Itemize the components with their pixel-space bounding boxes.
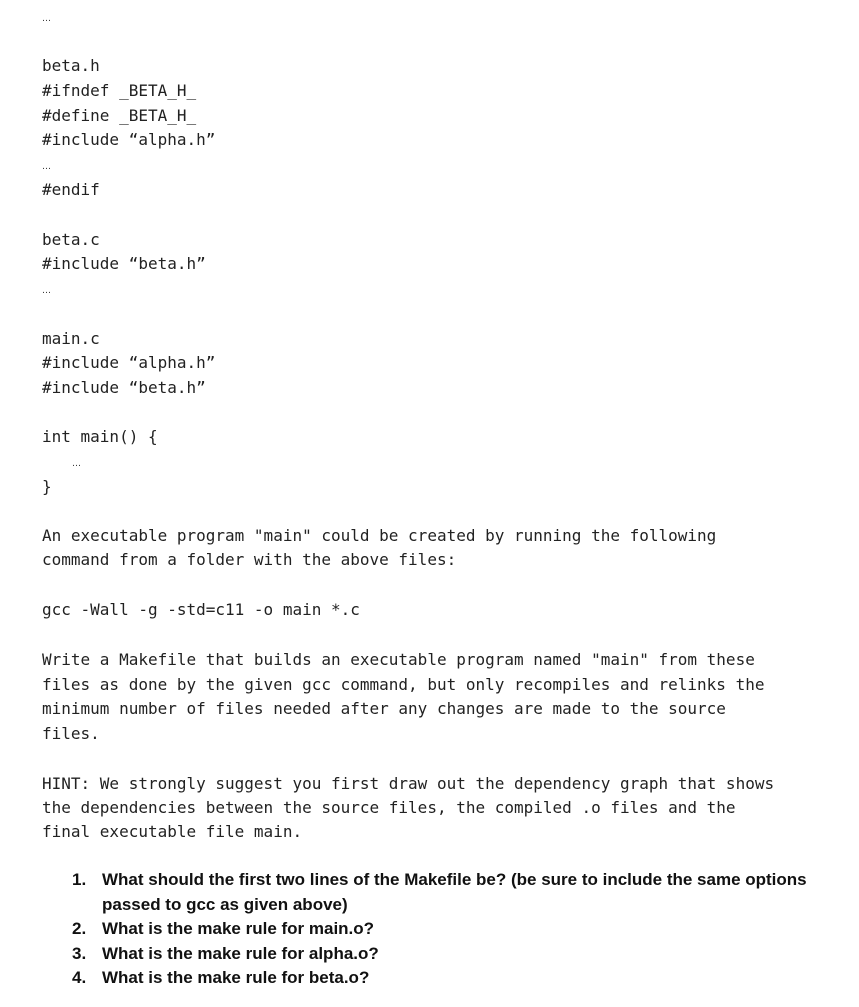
question-list — [72, 868, 832, 991]
main-c-function-open: int main() { — [42, 427, 158, 446]
main-c-include-beta: #include “beta.h” — [42, 378, 206, 397]
question-number: 3. — [72, 943, 87, 963]
main-c-include-alpha: #include “alpha.h” — [42, 353, 216, 372]
beta-h-define: #define _BETA_H_ — [42, 106, 197, 125]
hint-line-2: the dependencies between the source files, the compiled .o files and the — [42, 798, 736, 817]
question-number: 4. — [72, 968, 87, 987]
question-item — [72, 868, 832, 917]
question-number: 1. — [72, 870, 87, 889]
beta-h-ifndef: #ifndef _BETA_H_ — [42, 81, 197, 100]
question-text: What should the first two lines of the Makefile be? (be sure to include the same options passed to gcc as given above) — [102, 870, 807, 914]
beta-c-include: #include “beta.h” — [42, 254, 206, 273]
beta-c-filename: beta.c — [42, 230, 100, 249]
task-line-1: Write a Makefile that builds an executable program named "main" from these — [42, 650, 755, 669]
hint-line-3: final executable file main. — [42, 822, 303, 841]
beta-h-endif: #endif — [42, 180, 100, 199]
main-c-filename: main.c — [42, 329, 100, 348]
beta-c-ellipsis: … — [42, 286, 50, 296]
question-text: What is the make rule for alpha.o? — [102, 943, 379, 963]
task-line-2: files as done by the given gcc command, but only recompiles and relinks the — [42, 675, 765, 694]
beta-h-include: #include “alpha.h” — [42, 130, 216, 149]
question-item — [72, 942, 832, 967]
task-line-4: files. — [42, 724, 100, 743]
question-item — [72, 966, 832, 991]
hint-line-1: HINT: We strongly suggest you first draw out the dependency graph that shows — [42, 774, 775, 793]
question-text: What is the make rule for main.o? — [102, 919, 375, 938]
intro-line-2: command from a folder with the above files: — [42, 550, 457, 569]
main-c-body-ellipsis: … — [72, 459, 80, 469]
ellipsis-top: … — [42, 14, 50, 24]
beta-h-filename: beta.h — [42, 56, 100, 75]
main-c-function-close: } — [42, 477, 52, 496]
question-number: 2. — [72, 919, 87, 938]
task-line-3: minimum number of files needed after any changes are made to the source — [42, 699, 726, 718]
question-text: What is the make rule for beta.o? — [102, 968, 370, 987]
question-item — [72, 917, 832, 942]
gcc-command: gcc -Wall -g -std=c11 -o main *.c — [42, 600, 360, 619]
intro-line-1: An executable program "main" could be created by running the following — [42, 526, 717, 545]
beta-h-ellipsis: … — [42, 162, 50, 172]
